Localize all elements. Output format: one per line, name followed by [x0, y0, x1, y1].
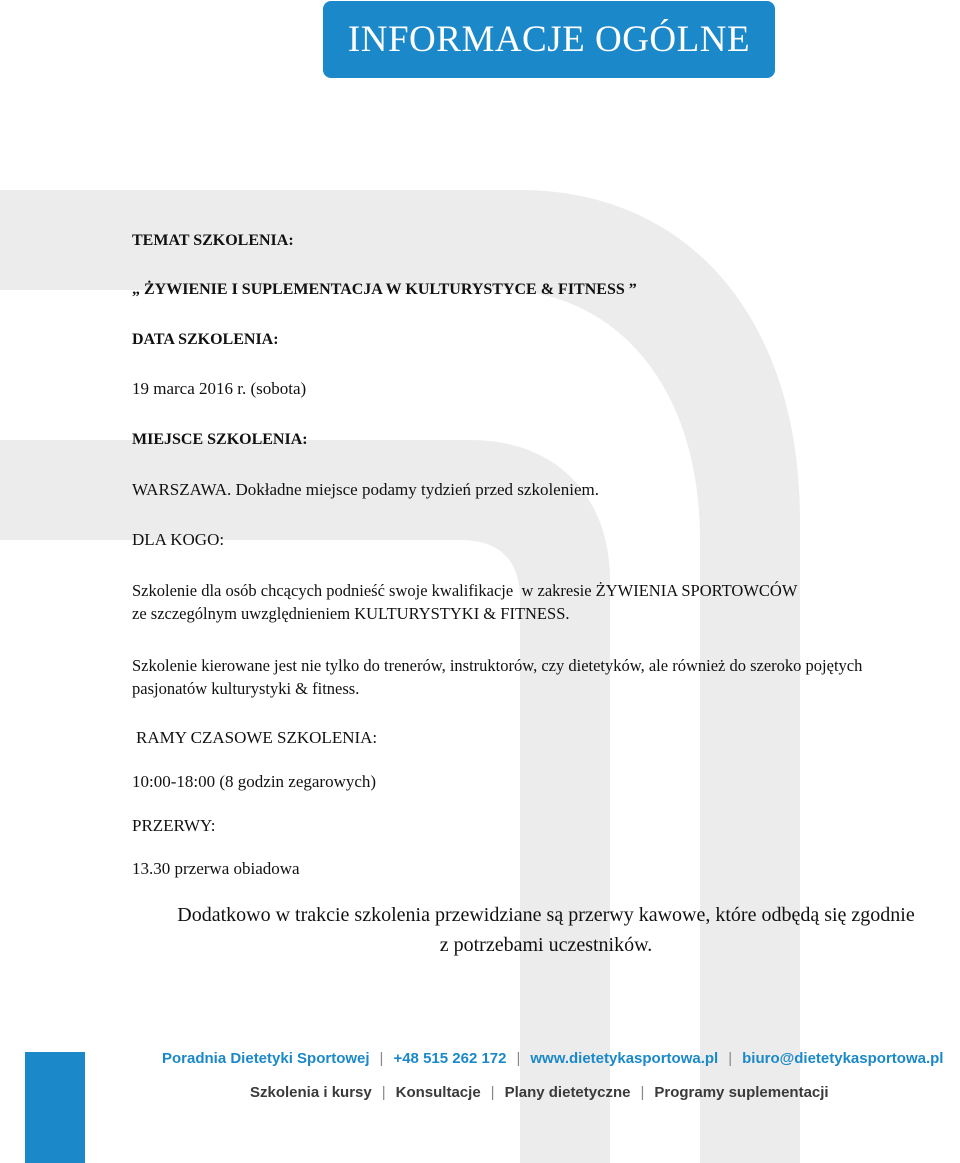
- audience-p1-line2: ze szczególnym uwzględnieniem KULTURYSTYKI & FITNESS.: [132, 604, 570, 623]
- footer-separator: |: [516, 1050, 521, 1067]
- date-value: 19 marca 2016 r. (sobota): [132, 379, 307, 398]
- footer-services: [250, 1084, 829, 1101]
- time-label: RAMY CZASOWE SZKOLENIA:: [136, 728, 378, 747]
- footer-separator: |: [490, 1084, 495, 1101]
- footer-separator: |: [379, 1050, 384, 1067]
- audience-p2-line2: pasjonatów kulturystyki & fitness.: [132, 679, 360, 698]
- topic-label: TEMAT SZKOLENIA:: [132, 232, 294, 249]
- note-line-2: z potrzebami uczestników.: [439, 934, 653, 956]
- topic-value: „ ŻYWIENIE I SUPLEMENTACJA W KULTURYSTYCE & FITNESS ”: [132, 281, 637, 298]
- footer-service-item: Konsultacje: [395, 1084, 481, 1101]
- footer-separator: |: [728, 1050, 733, 1067]
- audience-p2-line1: Szkolenie kierowane jest nie tylko do trenerów, instruktorów, czy dietetyków, ale również do szeroko pojętych: [132, 656, 863, 675]
- footer-accent-bar: [25, 1052, 85, 1163]
- footer-phone: +48 515 262 172: [393, 1050, 507, 1067]
- footer-company: Poradnia Dietetyki Sportowej: [162, 1050, 370, 1067]
- place-label: MIEJSCE SZKOLENIA:: [132, 431, 308, 448]
- footer-separator: |: [381, 1084, 386, 1101]
- footer-email: biuro@dietetykasportowa.pl: [742, 1050, 944, 1067]
- footer-separator: |: [640, 1084, 645, 1101]
- footer-website: www.dietetykasportowa.pl: [530, 1050, 719, 1067]
- audience-p1-line1: Szkolenie dla osób chcących podnieść swoje kwalifikacje w zakresie ŻYWIENIA SPORTOWCÓW: [132, 581, 798, 600]
- breaks-label: PRZERWY:: [132, 816, 216, 835]
- footer-service-item: Programy suplementacji: [654, 1084, 829, 1101]
- breaks-value: 13.30 przerwa obiadowa: [132, 859, 300, 878]
- audience-label: DLA KOGO:: [132, 530, 225, 549]
- audience-paragraph-1: [132, 579, 952, 625]
- footer-contact: [162, 1050, 943, 1067]
- place-value: WARSZAWA. Dokładne miejsce podamy tydzień przed szkoleniem.: [132, 480, 599, 499]
- header-banner: [323, 1, 775, 78]
- footer-service-item: Plany dietetyczne: [504, 1084, 631, 1101]
- audience-paragraph-2: [132, 654, 952, 700]
- footer-service-item: Szkolenia i kursy: [250, 1084, 372, 1101]
- page-title: INFORMACJE OGÓLNE: [347, 19, 751, 60]
- date-label: DATA SZKOLENIA:: [132, 331, 279, 348]
- time-value: 10:00-18:00 (8 godzin zegarowych): [132, 772, 377, 791]
- note-line-1: Dodatkowo w trakcie szkolenia przewidziane są przerwy kawowe, które odbędą się zgodnie: [177, 904, 915, 926]
